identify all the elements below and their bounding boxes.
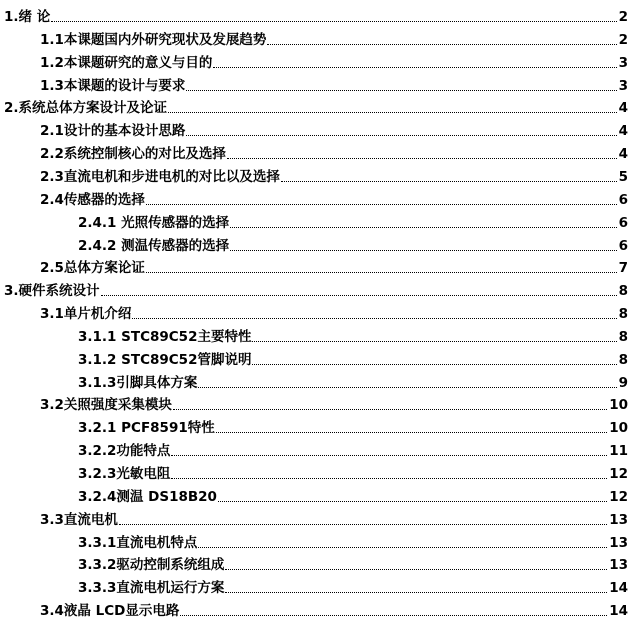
toc-entry-title: 3.2.3光敏电阻: [78, 466, 171, 482]
toc-entry-title: 3.1.1 STC89C52主要特性: [78, 328, 252, 345]
toc-entry-page-number: 14: [609, 580, 628, 597]
toc-dot-leader: [168, 112, 617, 113]
toc-entry-title: 2.2系统控制核心的对比及选择: [40, 146, 226, 163]
toc-entry-page-number: 9: [618, 374, 628, 391]
toc-entry-page-number: 8: [618, 351, 628, 368]
toc-entry[interactable]: [40, 52, 628, 74]
toc-entry-title: 3.4液晶 LCD显示电路: [40, 603, 180, 620]
toc-dot-leader: [180, 615, 607, 616]
toc-entry-title: 1.2本课题研究的意义与目的: [40, 54, 213, 71]
toc-entry-page-number: 10: [609, 397, 628, 414]
toc-dot-leader: [225, 592, 607, 593]
toc-entry-title: 3.3.2驱动控制系统组成: [78, 557, 225, 574]
toc-entry[interactable]: [78, 372, 628, 394]
toc-entry[interactable]: [40, 303, 628, 325]
toc-entry-page-number: 13: [609, 511, 628, 528]
toc-entry[interactable]: [78, 349, 628, 371]
toc-entry[interactable]: [78, 417, 628, 439]
toc-dot-leader: [132, 318, 616, 319]
toc-entry-page-number: 4: [618, 123, 628, 140]
toc-entry-title: 2.3直流电机和步进电机的对比以及选择: [40, 168, 280, 185]
toc-dot-leader: [252, 364, 616, 365]
toc-entry-page-number: 10: [609, 420, 628, 437]
toc-entry[interactable]: [4, 280, 628, 302]
toc-entry-title: 3.3直流电机: [40, 511, 118, 528]
toc-entry[interactable]: [78, 235, 628, 257]
toc-dot-leader: [267, 44, 616, 45]
toc-entry-page-number: 3: [618, 77, 628, 94]
toc-entry-title: 3.2关照强度采集模块: [40, 397, 172, 414]
toc-entry-title: 2.1设计的基本设计思路: [40, 123, 186, 140]
toc-entry-title: 2.4传感器的选择: [40, 191, 145, 208]
toc-entry[interactable]: [40, 29, 628, 51]
toc-dot-leader: [186, 90, 616, 91]
toc-dot-leader: [173, 409, 607, 410]
toc-entry[interactable]: [78, 532, 628, 554]
toc-entry-page-number: 5: [618, 168, 628, 185]
toc-entry-title: 3.3.3直流电机运行方案: [78, 580, 225, 597]
toc-entry[interactable]: [40, 257, 628, 279]
toc-entry-title: 2.4.2 测温传感器的选择: [78, 237, 230, 254]
toc-entry[interactable]: [4, 97, 628, 119]
toc-dot-leader: [252, 341, 616, 342]
toc-entry[interactable]: [40, 120, 628, 142]
toc-entry[interactable]: [78, 577, 628, 599]
toc-entry[interactable]: [78, 554, 628, 576]
toc-entry-title: 2.4.1 光照传感器的选择: [78, 214, 230, 231]
toc-entry[interactable]: [78, 463, 628, 485]
toc-dot-leader: [281, 181, 617, 182]
toc-entry[interactable]: [78, 486, 628, 508]
toc-dot-leader: [171, 478, 607, 479]
toc-entry-page-number: 3: [618, 54, 628, 71]
toc-entry[interactable]: [40, 166, 628, 188]
toc-entry-page-number: 8: [618, 306, 628, 323]
toc-entry-page-number: 8: [618, 283, 628, 300]
toc-entry-page-number: 4: [618, 146, 628, 163]
toc-entry[interactable]: [40, 75, 628, 97]
toc-dot-leader: [213, 67, 616, 68]
toc-entry[interactable]: [40, 600, 628, 622]
toc-dot-leader: [146, 272, 617, 273]
toc-dot-leader: [101, 295, 617, 296]
toc-entry-page-number: 13: [609, 557, 628, 574]
toc-entry-page-number: 6: [618, 191, 628, 208]
toc-entry[interactable]: [78, 326, 628, 348]
toc-dot-leader: [227, 158, 617, 159]
toc-dot-leader: [119, 524, 607, 525]
toc-dot-leader: [216, 432, 607, 433]
toc-dot-leader: [230, 227, 616, 228]
toc-entry-page-number: 2: [618, 31, 628, 48]
toc-entry-title: 1.3本课题的设计与要求: [40, 77, 186, 94]
toc-entry-title: 3.3.1直流电机特点: [78, 534, 198, 551]
toc-entry-title: 3.2.2功能特点: [78, 443, 171, 460]
toc-entry-title: 3.1.3引脚具体方案: [78, 374, 198, 391]
toc-entry-title: 3.2.1 PCF8591特性: [78, 420, 215, 437]
toc-entry[interactable]: [40, 143, 628, 165]
toc-entry[interactable]: [78, 212, 628, 234]
toc-dot-leader: [198, 547, 607, 548]
toc-entry-title: 3.2.4测温 DS18B20: [78, 488, 217, 505]
toc-dot-leader: [225, 569, 607, 570]
toc-entry-title: 2.系统总体方案设计及论证: [4, 100, 168, 117]
toc-dot-leader: [198, 387, 616, 388]
toc-entry-title: 3.硬件系统设计: [4, 283, 100, 300]
toc-entry-page-number: 2: [618, 9, 628, 25]
toc-entry-page-number: 7: [618, 260, 628, 277]
toc-entry-title: 1.1本课题国内外研究现状及发展趋势: [40, 31, 267, 48]
toc-entry-title: 3.1.2 STC89C52管脚说明: [78, 351, 252, 368]
toc-entry-page-number: 8: [618, 328, 628, 345]
toc-entry-page-number: 6: [618, 237, 628, 254]
toc-dot-leader: [186, 135, 616, 136]
toc-entry-page-number: 6: [618, 214, 628, 231]
toc-entry-page-number: 13: [609, 534, 628, 551]
toc-entry[interactable]: [4, 6, 628, 28]
toc-entry-page-number: 14: [609, 603, 628, 620]
toc-entry-page-number: 4: [618, 100, 628, 117]
toc-dot-leader: [218, 501, 607, 502]
toc-entry-page-number: 11: [609, 443, 628, 460]
toc-entry-page-number: 12: [609, 488, 628, 505]
toc-entry-title: 2.5总体方案论证: [40, 260, 145, 277]
toc-entry[interactable]: [40, 189, 628, 211]
toc-dot-leader: [146, 204, 617, 205]
toc-entry-page-number: 12: [609, 466, 628, 482]
toc-entry[interactable]: [40, 509, 628, 531]
toc-entry-title: 1.绪 论: [4, 9, 51, 25]
toc-dot-leader: [230, 250, 616, 251]
toc-dot-leader: [51, 21, 616, 22]
toc-entry[interactable]: [78, 440, 628, 462]
toc-entry-title: 3.1单片机介绍: [40, 306, 132, 323]
toc-dot-leader: [171, 455, 607, 456]
toc-entry[interactable]: [40, 394, 628, 416]
